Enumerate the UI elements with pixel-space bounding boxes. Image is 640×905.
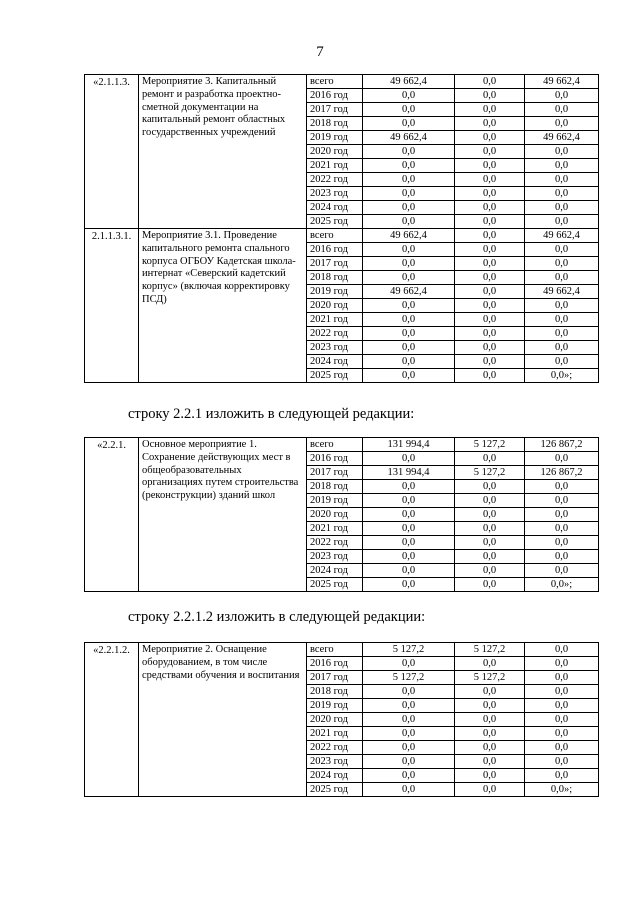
budget-cell: 0,0 [455, 75, 525, 89]
period-cell: 2020 год [307, 299, 363, 313]
item-description: Основное мероприятие 1. Сохранение действующих мест в общеобразовательных организациях путем строительства (реконструкции) зданий школ [139, 438, 307, 592]
other-cell: 0,0 [525, 215, 599, 229]
period-cell: 2016 год [307, 243, 363, 257]
other-cell: 0,0 [525, 699, 599, 713]
total-cell: 5 127,2 [363, 643, 455, 657]
total-cell: 0,0 [363, 271, 455, 285]
total-cell: 0,0 [363, 564, 455, 578]
finance-table-1 [84, 74, 599, 383]
total-cell: 0,0 [363, 243, 455, 257]
other-cell: 0,0 [525, 159, 599, 173]
other-cell: 49 662,4 [525, 131, 599, 145]
budget-cell: 0,0 [455, 215, 525, 229]
period-cell: 2024 год [307, 564, 363, 578]
total-cell: 0,0 [363, 355, 455, 369]
period-cell: 2025 год [307, 578, 363, 592]
table-row [85, 75, 599, 89]
budget-cell: 0,0 [455, 341, 525, 355]
table-row [85, 643, 599, 657]
budget-cell: 0,0 [455, 452, 525, 466]
total-cell: 0,0 [363, 536, 455, 550]
period-cell: 2020 год [307, 713, 363, 727]
budget-cell: 0,0 [455, 508, 525, 522]
finance-table-2 [84, 437, 599, 592]
budget-cell: 0,0 [455, 564, 525, 578]
section-caption: строку 2.2.1.2 изложить в следующей редакции: [128, 609, 426, 625]
item-description: Мероприятие 2. Оснащение оборудованием, в том числе средствами обучения и воспитания [139, 643, 307, 797]
budget-cell: 0,0 [455, 257, 525, 271]
budget-cell: 0,0 [455, 741, 525, 755]
item-code: 2.1.1.3.1. [85, 229, 139, 383]
total-cell: 0,0 [363, 257, 455, 271]
other-cell: 0,0 [525, 452, 599, 466]
period-cell: 2019 год [307, 285, 363, 299]
period-cell: 2018 год [307, 480, 363, 494]
total-cell: 0,0 [363, 522, 455, 536]
other-cell: 0,0 [525, 201, 599, 215]
period-cell: 2024 год [307, 769, 363, 783]
budget-cell: 0,0 [455, 285, 525, 299]
total-cell: 5 127,2 [363, 671, 455, 685]
budget-cell: 5 127,2 [455, 466, 525, 480]
total-cell: 0,0 [363, 550, 455, 564]
budget-cell: 0,0 [455, 769, 525, 783]
total-cell: 0,0 [363, 89, 455, 103]
period-cell: всего [307, 643, 363, 657]
budget-cell: 5 127,2 [455, 643, 525, 657]
other-cell: 0,0 [525, 327, 599, 341]
budget-cell: 0,0 [455, 103, 525, 117]
other-cell: 0,0 [525, 685, 599, 699]
budget-cell: 0,0 [455, 173, 525, 187]
total-cell: 0,0 [363, 699, 455, 713]
period-cell: 2023 год [307, 187, 363, 201]
other-cell: 0,0 [525, 508, 599, 522]
total-cell: 131 994,4 [363, 438, 455, 452]
other-cell: 0,0 [525, 173, 599, 187]
period-cell: всего [307, 229, 363, 243]
budget-cell: 0,0 [455, 536, 525, 550]
total-cell: 0,0 [363, 783, 455, 797]
total-cell: 0,0 [363, 117, 455, 131]
total-cell: 0,0 [363, 159, 455, 173]
total-cell: 0,0 [363, 755, 455, 769]
budget-cell: 0,0 [455, 657, 525, 671]
budget-cell: 0,0 [455, 713, 525, 727]
total-cell: 131 994,4 [363, 466, 455, 480]
other-cell: 0,0 [525, 727, 599, 741]
total-cell: 49 662,4 [363, 75, 455, 89]
budget-cell: 0,0 [455, 369, 525, 383]
other-cell: 0,0 [525, 187, 599, 201]
table-row [85, 229, 599, 243]
other-cell: 49 662,4 [525, 75, 599, 89]
total-cell: 0,0 [363, 452, 455, 466]
finance-table-3 [84, 642, 599, 797]
other-cell: 0,0 [525, 494, 599, 508]
total-cell: 0,0 [363, 313, 455, 327]
other-cell: 0,0 [525, 755, 599, 769]
total-cell: 0,0 [363, 341, 455, 355]
total-cell: 0,0 [363, 508, 455, 522]
budget-cell: 0,0 [455, 229, 525, 243]
other-cell: 0,0 [525, 355, 599, 369]
total-cell: 49 662,4 [363, 285, 455, 299]
budget-cell: 0,0 [455, 578, 525, 592]
budget-cell: 0,0 [455, 522, 525, 536]
period-cell: 2022 год [307, 536, 363, 550]
budget-cell: 0,0 [455, 755, 525, 769]
other-cell: 0,0 [525, 643, 599, 657]
budget-cell: 0,0 [455, 117, 525, 131]
budget-cell: 0,0 [455, 145, 525, 159]
budget-cell: 0,0 [455, 201, 525, 215]
other-cell: 0,0 [525, 257, 599, 271]
other-cell: 0,0»; [525, 578, 599, 592]
period-cell: 2022 год [307, 173, 363, 187]
budget-cell: 0,0 [455, 480, 525, 494]
period-cell: 2022 год [307, 741, 363, 755]
other-cell: 0,0 [525, 89, 599, 103]
budget-cell: 0,0 [455, 243, 525, 257]
total-cell: 0,0 [363, 103, 455, 117]
budget-cell: 0,0 [455, 699, 525, 713]
other-cell: 0,0 [525, 536, 599, 550]
budget-cell: 0,0 [455, 327, 525, 341]
budget-cell: 0,0 [455, 187, 525, 201]
period-cell: 2025 год [307, 783, 363, 797]
period-cell: 2016 год [307, 452, 363, 466]
period-cell: 2018 год [307, 117, 363, 131]
other-cell: 0,0 [525, 769, 599, 783]
total-cell: 49 662,4 [363, 229, 455, 243]
period-cell: 2023 год [307, 550, 363, 564]
total-cell: 0,0 [363, 685, 455, 699]
period-cell: 2022 год [307, 327, 363, 341]
other-cell: 0,0 [525, 657, 599, 671]
item-code: «2.1.1.3. [85, 75, 139, 229]
period-cell: 2020 год [307, 508, 363, 522]
period-cell: 2019 год [307, 131, 363, 145]
period-cell: 2024 год [307, 201, 363, 215]
other-cell: 0,0 [525, 313, 599, 327]
item-description: Мероприятие 3.1. Проведение капитального ремонта спального корпуса ОГБОУ Кадетская школа-интернат «Северский кадетский корпус» (включая корректировку ПСД) [139, 229, 307, 383]
other-cell: 0,0 [525, 480, 599, 494]
period-cell: 2017 год [307, 466, 363, 480]
period-cell: 2025 год [307, 215, 363, 229]
total-cell: 0,0 [363, 657, 455, 671]
period-cell: 2019 год [307, 699, 363, 713]
period-cell: 2016 год [307, 657, 363, 671]
budget-cell: 0,0 [455, 783, 525, 797]
other-cell: 0,0 [525, 145, 599, 159]
other-cell: 0,0 [525, 299, 599, 313]
total-cell: 0,0 [363, 578, 455, 592]
table-row [85, 438, 599, 452]
other-cell: 49 662,4 [525, 285, 599, 299]
other-cell: 0,0 [525, 671, 599, 685]
period-cell: 2017 год [307, 103, 363, 117]
period-cell: всего [307, 75, 363, 89]
other-cell: 126 867,2 [525, 438, 599, 452]
budget-cell: 0,0 [455, 313, 525, 327]
total-cell: 0,0 [363, 327, 455, 341]
period-cell: 2017 год [307, 671, 363, 685]
other-cell: 0,0 [525, 271, 599, 285]
total-cell: 0,0 [363, 369, 455, 383]
other-cell: 49 662,4 [525, 229, 599, 243]
budget-cell: 0,0 [455, 550, 525, 564]
period-cell: 2024 год [307, 355, 363, 369]
budget-cell: 5 127,2 [455, 671, 525, 685]
other-cell: 0,0 [525, 741, 599, 755]
total-cell: 0,0 [363, 727, 455, 741]
period-cell: всего [307, 438, 363, 452]
total-cell: 0,0 [363, 299, 455, 313]
period-cell: 2016 год [307, 89, 363, 103]
period-cell: 2017 год [307, 257, 363, 271]
period-cell: 2023 год [307, 755, 363, 769]
total-cell: 0,0 [363, 145, 455, 159]
other-cell: 0,0 [525, 550, 599, 564]
budget-cell: 0,0 [455, 355, 525, 369]
period-cell: 2018 год [307, 685, 363, 699]
period-cell: 2020 год [307, 145, 363, 159]
item-code: «2.2.1. [85, 438, 139, 592]
total-cell: 0,0 [363, 741, 455, 755]
total-cell: 0,0 [363, 494, 455, 508]
budget-cell: 0,0 [455, 685, 525, 699]
other-cell: 0,0 [525, 243, 599, 257]
period-cell: 2021 год [307, 159, 363, 173]
other-cell: 0,0 [525, 103, 599, 117]
total-cell: 0,0 [363, 187, 455, 201]
item-description: Мероприятие 3. Капитальный ремонт и разработка проектно-сметной документации на капитальный ремонт областных государственных учреждений [139, 75, 307, 229]
total-cell: 0,0 [363, 480, 455, 494]
total-cell: 49 662,4 [363, 131, 455, 145]
total-cell: 0,0 [363, 713, 455, 727]
total-cell: 0,0 [363, 769, 455, 783]
total-cell: 0,0 [363, 173, 455, 187]
other-cell: 0,0»; [525, 369, 599, 383]
other-cell: 126 867,2 [525, 466, 599, 480]
period-cell: 2025 год [307, 369, 363, 383]
other-cell: 0,0 [525, 341, 599, 355]
budget-cell: 5 127,2 [455, 438, 525, 452]
other-cell: 0,0 [525, 713, 599, 727]
total-cell: 0,0 [363, 201, 455, 215]
total-cell: 0,0 [363, 215, 455, 229]
period-cell: 2021 год [307, 313, 363, 327]
page-number: 7 [316, 44, 324, 60]
budget-cell: 0,0 [455, 299, 525, 313]
budget-cell: 0,0 [455, 727, 525, 741]
section-caption: строку 2.2.1 изложить в следующей редакции: [128, 406, 415, 422]
period-cell: 2018 год [307, 271, 363, 285]
budget-cell: 0,0 [455, 159, 525, 173]
other-cell: 0,0»; [525, 783, 599, 797]
budget-cell: 0,0 [455, 494, 525, 508]
other-cell: 0,0 [525, 117, 599, 131]
other-cell: 0,0 [525, 522, 599, 536]
period-cell: 2021 год [307, 522, 363, 536]
period-cell: 2019 год [307, 494, 363, 508]
period-cell: 2023 год [307, 341, 363, 355]
budget-cell: 0,0 [455, 271, 525, 285]
budget-cell: 0,0 [455, 131, 525, 145]
other-cell: 0,0 [525, 564, 599, 578]
budget-cell: 0,0 [455, 89, 525, 103]
period-cell: 2021 год [307, 727, 363, 741]
item-code: «2.2.1.2. [85, 643, 139, 797]
